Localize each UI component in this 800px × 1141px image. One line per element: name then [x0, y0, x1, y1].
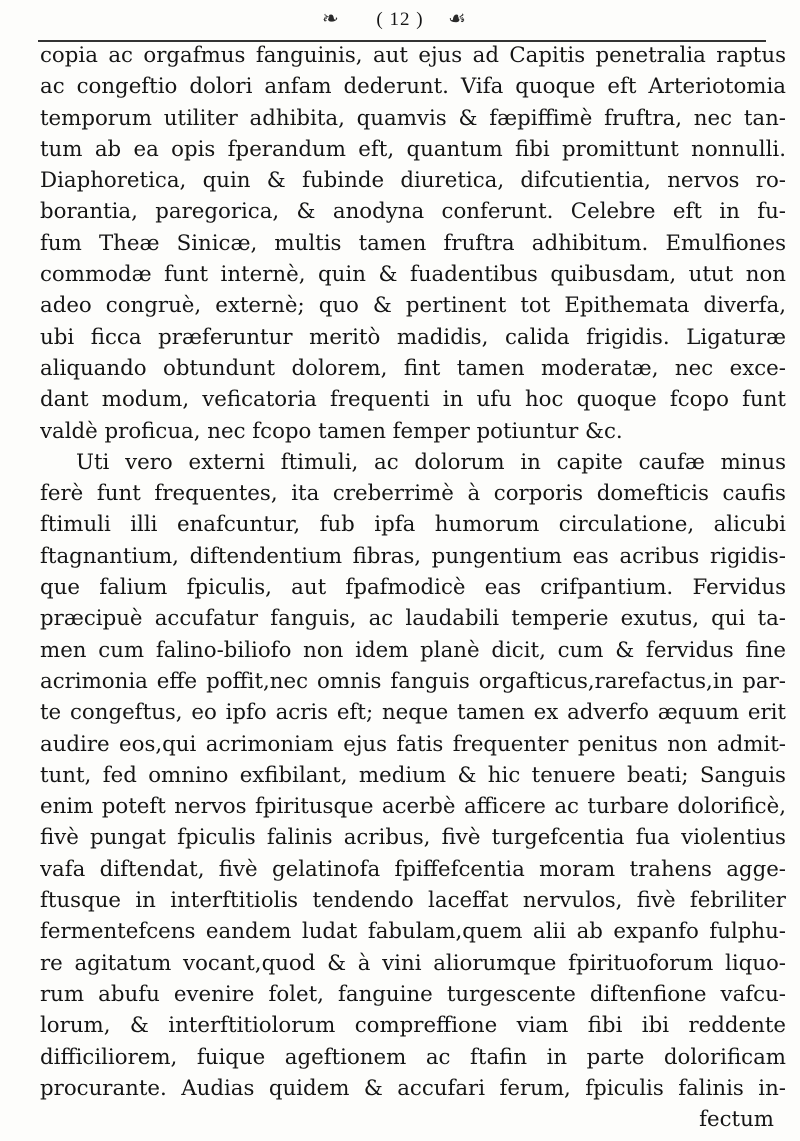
body-text — [40, 40, 786, 1135]
catchword: fectum — [699, 1107, 774, 1133]
fleuron-left-icon: ❧ — [322, 6, 339, 30]
text-line: Diaphoretica, quin & fubinde diuretica, difcutientia, nervos ro- — [40, 168, 786, 194]
text-line: te congeftus, eo ipfo acris eft; neque tamen ex adverfo æquum erit — [40, 700, 786, 726]
text-line: commodæ funt internè, quin & fuadentibus quibusdam, utut non — [40, 262, 786, 288]
text-line: dant modum, veficatoria frequenti in ufu hoc quoque fcopo funt — [40, 387, 786, 413]
text-line: re agitatum vocant,quod & à vini aliorumque fpirituoforum liquo- — [40, 950, 786, 976]
page-number: ( 12 ) — [376, 9, 424, 30]
page-header — [0, 4, 800, 44]
text-line: ubi ficca præferuntur meritò madidis, calida frigidis. Ligaturæ — [40, 324, 786, 350]
text-line: aliquando obtundunt dolorem, fint tamen moderatæ, nec exce- — [40, 355, 786, 381]
text-line: ac congeftio dolori anfam dederunt. Vifa quoque eft Arteriotomia — [40, 74, 786, 100]
text-line: præcipuè accufatur fanguis, ac laudabili temperie exutus, qui ta- — [40, 606, 786, 632]
text-line: que falium fpiculis, aut fpafmodicè eas crifpantium. Fervidus — [40, 575, 786, 601]
paragraph-start-line: Uti vero externi ftimuli, ac dolorum in capite caufæ minus — [76, 449, 786, 475]
text-line: ftimuli illi enafcuntur, fub ipfa humorum circulatione, alicubi — [40, 512, 786, 538]
text-line: enim poteft nervos fpiritusque acerbè afficere ac turbare dolorificè, — [40, 794, 786, 820]
text-line: procurante. Audias quidem & accufari ferum, fpiculis falinis in- — [40, 1075, 786, 1101]
text-line: rum abufu evenire folet, fanguine turgescente diftenfione vafcu- — [40, 981, 786, 1007]
text-line: tum ab ea opis fperandum eft, quantum fibi promittunt nonnulli. — [40, 136, 786, 162]
paragraph-end-line: valdè proficua, nec fcopo tamen femper potiuntur &c. — [40, 418, 623, 444]
text-line: copia ac orgafmus fanguinis, aut ejus ad Capitis penetralia raptus — [40, 43, 786, 68]
text-line: ferè funt frequentes, ita creberrimè à corporis domefticis caufis — [40, 481, 786, 507]
text-line: temporum utiliter adhibita, quamvis & fæpiffimè fruftra, nec tan- — [40, 105, 786, 131]
text-line: lorum, & interftitiolorum compreffione viam fibi ibi reddente — [40, 1013, 786, 1039]
text-line: ftusque in interftitiolis tendendo laceffat nervulos, fivè febriliter — [40, 888, 786, 914]
text-line: tunt, fed omnino exfibilant, medium & hic tenuere beati; Sanguis — [40, 762, 786, 788]
text-line: ftagnantium, diftendentium fibras, pungentium eas acribus rigidis- — [40, 543, 786, 569]
fleuron-right-icon: ☙ — [448, 6, 466, 30]
text-line: acrimonia effe poffit,nec omnis fanguis orgafticus,rarefactus,in par- — [40, 668, 786, 694]
text-line: difficiliorem, fuique ageftionem ac ftafin in parte dolorificam — [40, 1044, 786, 1070]
text-line: fum Theæ Sinicæ, multis tamen fruftra adhibitum. Emulfiones — [40, 230, 786, 256]
text-line: audire eos,qui acrimoniam ejus fatis frequenter penitus non admit- — [40, 731, 786, 757]
text-line: adeo congruè, externè; quo & pertinent tot Epithemata diverfa, — [40, 293, 786, 319]
text-line: vafa diftendat, fivè gelatinofa fpiffefcentia moram trahens agge- — [40, 856, 786, 882]
text-line: borantia, paregorica, & anodyna conferunt. Celebre eft in fu- — [40, 199, 786, 225]
text-line: fermentefcens eandem ludat fabulam,quem alii ab expanfo fulphu- — [40, 919, 786, 945]
text-line: men cum falino-biliofo non idem planè dicit, cum & fervidus fine — [40, 637, 786, 663]
text-line: fivè pungat fpiculis falinis acribus, fivè turgefcentia fua violentius — [40, 825, 786, 851]
